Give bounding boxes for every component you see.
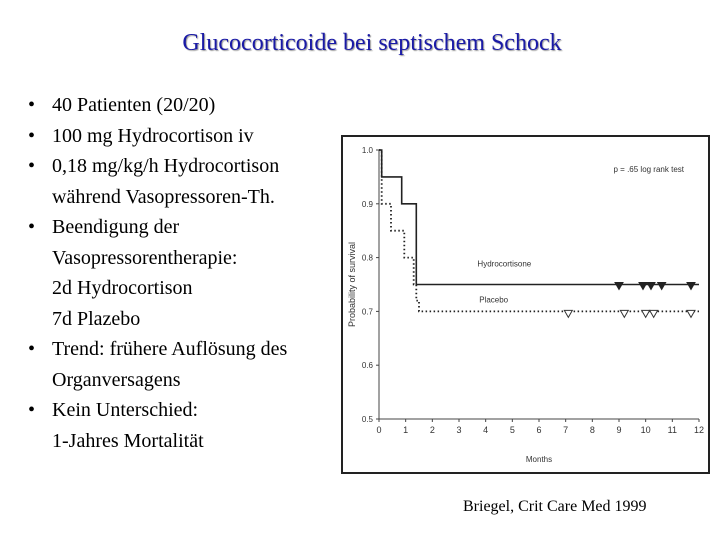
bullet-line: 2d Hydrocortison — [52, 277, 193, 299]
bullet-dot-icon: • — [28, 216, 36, 238]
y-tick-label: 0.8 — [361, 253, 373, 263]
series-label-hydrocortisone: Hydrocortisone — [477, 259, 532, 269]
bullet-line: 7d Plazebo — [52, 307, 141, 330]
x-tick-label: 10 — [640, 425, 651, 435]
bullet-line: 100 mg Hydrocortison iv — [52, 124, 254, 147]
censor-marker-icon — [658, 283, 666, 290]
x-tick-label: 2 — [429, 425, 435, 435]
citation: Briegel, Crit Care Med 1999 — [463, 498, 647, 515]
x-tick-label: 0 — [376, 425, 382, 435]
bullet-dot-icon: • — [28, 94, 36, 116]
survival-chart — [341, 135, 710, 474]
x-tick-label: 7 — [563, 425, 569, 435]
slide-title: Glucocorticoide bei septischem Schock — [182, 30, 562, 56]
x-tick-label: 4 — [483, 425, 489, 435]
censor-marker-icon — [564, 310, 572, 317]
y-tick-label: 1.0 — [361, 146, 373, 155]
bullet-line: Kein Unterschied: — [52, 399, 199, 421]
survival-chart-svg — [343, 137, 708, 472]
bullet-line: 40 Patienten (20/20) — [52, 94, 216, 116]
x-tick-label: 9 — [616, 425, 622, 435]
censor-marker-icon — [650, 310, 658, 317]
bullet-item — [28, 151, 358, 212]
x-axis-label: Months — [525, 455, 553, 464]
y-tick-label: 0.9 — [361, 199, 373, 209]
x-tick-label: 12 — [693, 425, 705, 435]
x-tick-label: 6 — [536, 425, 542, 435]
censor-marker-icon — [615, 283, 623, 290]
x-tick-label: 1 — [403, 425, 409, 435]
censor-marker-icon — [639, 283, 647, 290]
censor-marker-icon — [687, 310, 695, 317]
x-tick-label: 3 — [456, 425, 462, 435]
y-tick-label: 0.6 — [361, 361, 373, 371]
y-axis-label: Probability of survival — [347, 241, 357, 328]
bullet-item — [28, 395, 358, 456]
bullet-line: 1-Jahres Mortalität — [52, 429, 204, 452]
bullet-line: während Vasopressoren-Th. — [52, 185, 275, 208]
y-tick-label: 0.7 — [361, 307, 373, 317]
x-tick-label: 11 — [667, 425, 678, 435]
bullet-item — [28, 212, 358, 334]
p-value-annotation: p = .65 log rank test — [613, 165, 684, 174]
bullet-item — [28, 121, 358, 152]
censor-marker-icon — [620, 310, 628, 317]
bullet-line: Beendigung der — [52, 216, 180, 238]
bullet-dot-icon: • — [28, 399, 36, 421]
bullet-dot-icon: • — [28, 155, 36, 177]
bullet-line: 0,18 mg/kg/h Hydrocortison — [52, 155, 280, 177]
bullet-item — [28, 90, 358, 121]
series-label-placebo: Placebo — [479, 295, 509, 305]
x-tick-label: 8 — [589, 425, 595, 435]
bullet-line: Organversagens — [52, 368, 181, 391]
bullet-item — [28, 334, 358, 395]
censor-marker-icon — [642, 310, 650, 317]
bullet-dot-icon: • — [28, 124, 36, 147]
x-tick-label: 5 — [509, 425, 515, 435]
bullet-line: Vasopressorentherapie: — [52, 246, 238, 269]
bullet-line: Trend: frühere Auflösung des — [52, 338, 288, 360]
y-tick-label: 0.5 — [361, 415, 373, 424]
censor-marker-icon — [647, 283, 655, 290]
censor-marker-icon — [687, 283, 695, 290]
bullet-list — [28, 90, 358, 456]
bullet-dot-icon: • — [28, 338, 36, 360]
